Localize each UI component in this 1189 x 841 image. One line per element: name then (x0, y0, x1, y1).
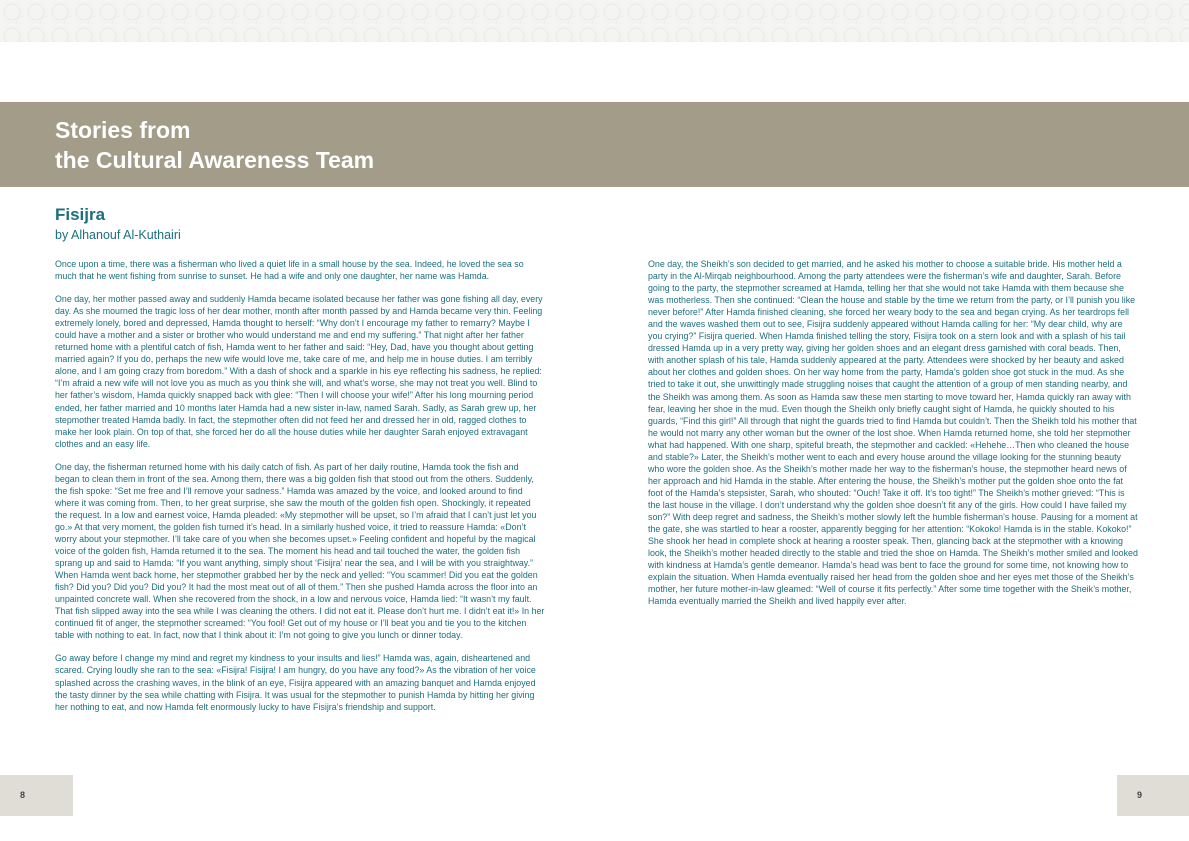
section-title-line-1: Stories from (55, 117, 191, 143)
story-byline: by Alhanouf Al-Kuthairi (55, 228, 181, 242)
story-title: Fisijra (55, 205, 106, 224)
story-paragraph: Once upon a time, there was a fisherman who lived a quiet life in a small house by the sea. Indeed, he loved the sea so much that he went fishing from sunrise to sunset. He had a wife and only one daughter, her name was Hamda. (55, 259, 524, 282)
section-title (55, 115, 374, 175)
right-column (648, 258, 1138, 618)
story-paragraph: One day, the fisherman returned home with his daily catch of fish. As part of her daily routine, Hamda took the fish and began to clean them in front of the sea. Among them, there was a big golden fish that stood out from the others. Suddenly, the fish spoke: “Set me free and I’ll remove your sadness.” Hamda was amazed by the voice, and looked around to find where it was coming from. Then, to her great surprise, she saw the mouth of the golden fish open. Shockingly, it repeated the request. In a low and earnest voice, Hamda pleaded: «My stepmother will be upset, so I’m afraid that I can’t just let you go.» At that very moment, the golden fish turned it’s head. In a similarly hushed voice, it tried to reassure Hamda: «Don’t worry about your stepmother. I’ll take care of you when she becomes upset.» Feeling confident and hopeful by the magical voice of the golden fish, Hamda returned it to the sea. The moment his head and tail touched the water, the golden fish sprang up and said to Hamda: “If you want anything, simply shout ‘Fisijra’ near the sea, and I will be with you straightway.” When Hamda went back home, her stepmother grabbed her by the neck and yelled: “You scammer! Did you eat the golden fish? Did you? Did you? Did you? It had the most meat out of all of them.” Then she pushed Hamda across the floor into an unpainted concrete wall. When she recovered from the shock, in a low and nervous voice, Hamda lied: “It wasn’t my fault. That fish slipped away into the sea while I was cleaning the others. I did not eat it. Please don’t hurt me. I didn’t eat it!» In her continued fit of anger, the stepmother screamed: “You fool! Get out of my house or I’ll beat you and tie you to the kitchen table with nothing to eat. In fact, now that I think about it: I’m not going to give you lunch or dinner today. (55, 461, 545, 641)
left-column (55, 258, 545, 724)
decorative-pattern-band (0, 0, 1189, 42)
page-number-right: 9 (1117, 775, 1189, 816)
story-paragraph: Go away before I change my mind and regret my kindness to your insults and lies!” Hamda was, again, disheartened and scared. Crying loudly she ran to the sea: «Fisijra! Fisijra! I am hungry, do you have any food?» As the vibration of her voice splashed across the crashing waves, in the blink of an eye, Fisijra appeared with an amazing banquet and Hamda enjoyed the tasty dinner by the sea while chatting with Fisijra. It was usual for the stepmother to punish Hamda by hitting her giving her nothing to eat, and now Hamda felt enormously lucky to have Fisijra’s friendship and support. (55, 653, 536, 712)
story-paragraph: One day, her mother passed away and suddenly Hamda became isolated because her father was gone fishing all day, every day. As she mourned the tragic loss of her dear mother, month after month passed by and Hamda became very thin. Feeling extremely lonely, bored and depressed, Hamda thought to herself: “Why don’t I encourage my father to remarry? Maybe I could have a mother and a sister or brother who would understand me and end my suffering.” That night after her father returned home with a plentiful catch of fish, Hamda went to her father and said: “Hey, Dad, have you thought about getting married again? If you do, perhaps the new wife would love me, take care of me, and help me in house duties. I am terribly alone, and I am going crazy from boredom.” With a dash of shock and a sparkle in his eye reflecting his sadness, he replied: “I’m afraid a new wife will not love you as much as you think she will, and what’s worse, she may not treat you well. Blind to her father’s wisdom, Hamda quickly snapped back with glee: “Then I will choose your wife!” After his long mourning period ended, her father married and 10 months later Hamda had a new sister in-law, named Sarah. Sadly, as Sarah grew up, her stepmother treated Hamda badly. In fact, the stepmother often did not feed her and dressed her in old, ragged clothes to make her look plain. On top of that, she forced her do all the house duties while her daughter Sarah enjoyed extravagant clothes and an easy life. (55, 294, 543, 449)
section-title-line-2: the Cultural Awareness Team (55, 147, 375, 173)
story-paragraph: One day, the Sheikh’s son decided to get married, and he asked his mother to choose a suitable bride. His mother held a party in the Al-Mirqab neighbourhood. Among the party attendees were the fisherman’s wife and daughter, Sarah. Before going to the party, the stepmother screamed at Hamda, telling her that she would not take Hamda with them because she was motherless. Then she continued: “Clean the house and stable by the time we return from the party, or I’ll punish you like never before!” After Hamda finished cleaning, she forced her weary body to the sea and began crying. As her teardrops fell and the waves washed them out to see, Fisijra suddenly appeared without Hamda calling for her: “My dear child, why are you crying?” Fisijra queried. When Hamda finished telling the story, Fisijra took on a stern look and with a splash of his tail dressed Hamda up in a very pretty way, giving her golden shoes and an elegant dress garnished with coral beads. Then, with another splash of his tale, Hamda suddenly appeared at the party. Attendees were shocked by her beauty and asked about her clothes and golden shoes. On her way home from the party, Hamda’s golden shoe got stuck in the mud. As she tried to take it out, she unwittingly made struggling noises that caught the attention of a group of men standing nearby, and the Sheikh was among them. As soon as Hamda saw these men starting to move toward her, Hamda quickly ran away with fear, leaving her shoe in the mud. Even though the Sheikh only briefly caught sight of Hamda, he quickly shouted to his guards, “Find this girl!” All through that night the guards tried to find Hamda but couldn’t. Then the Sheikh told his mother that he would not marry any other woman but the owner of the lost shoe. When Hamda returned home, she told her stepmother what had happened. With one sharp, spiteful breath, the stepmother and cackled: «Hehehe…Then who cleaned the house and stable?» Later, the Sheikh’s mother went to each and every house around the village looking for the stunning beauty who wore the golden shoe. As the Sheikh’s mother made her way to the fisherman’s house, the stepmother heard news of her approach and hid Hamda in the stable. After entering the house, the Sheikh’s mother put the golden shoe onto the fat foot of the Hamda’s stepsister, Sarah, who shouted: “Ouch! Take it off. It’s too tight!” The Sheikh’s mother grieved: “This is the last house in the village. I don’t understand why the golden shoe doesn’t fit any of the girls. How could I have failed my son?” With deep regret and sadness, the Sheikh’s mother slowly left the humble fisherman’s house. Pausing for a moment at the gate, she was startled to hear a rooster, apparently begging for her attention: “Kokoko! Hamda is in the stable. Kokoko!” She shook her head in complete shock at hearing a rooster speak. Then, glancing back at the stepmother with a knowing look, the Sheikh’s mother headed directly to the stable and tried the shoe on Hamda. The Sheikh’s mother smiled and looked with kindness at Hamda’s gentle demeanor. Hamda’s head was bent to face the ground for some time, not knowing how to explain the situation. When Hamda eventually raised her head from the golden shoe and her eyes met those of the Sheikh’s mother, her future mother-in-law gleamed: “Well of course it fits perfectly.” After some time together with the Sheik’s mother, Hamda eventually married the Sheikh and lived happily ever after. (648, 259, 1138, 607)
page-number-left: 8 (0, 775, 73, 816)
